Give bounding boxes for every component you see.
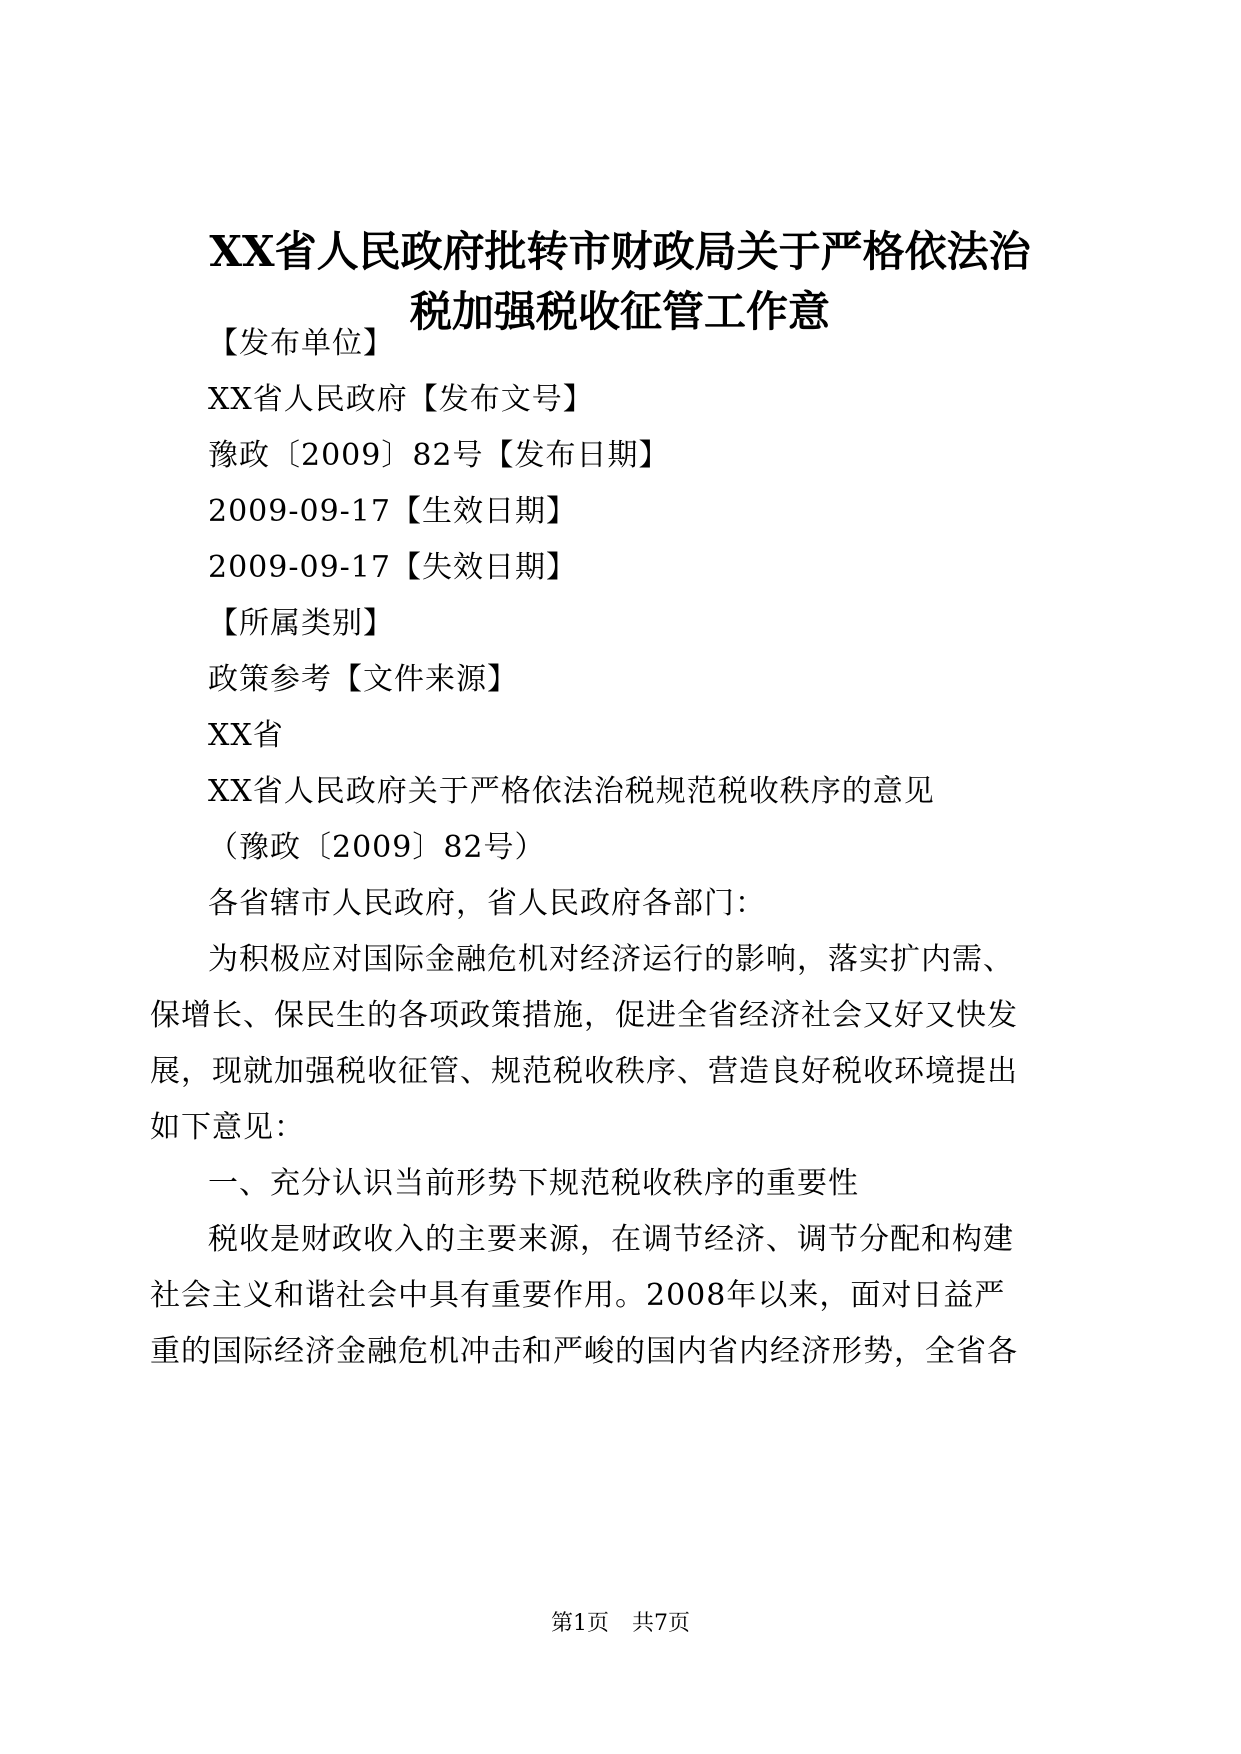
document-title-line-2: 税加强税收征管工作意 bbox=[409, 287, 830, 336]
body-line: 重的国际经济金融危机冲击和严峻的国内省内经济形势，全省各 bbox=[150, 1334, 1018, 1369]
meta-publisher-value: XX省人民政府【发布文号】 bbox=[208, 382, 594, 417]
body-line: 社会主义和谐社会中具有重要作用。2008年以来，面对日益严 bbox=[150, 1278, 1006, 1313]
document-number: （豫政〔2009〕82号） bbox=[208, 830, 546, 865]
page-number: 第1页 bbox=[551, 1611, 609, 1636]
meta-effective-date: 2009-09-17【失效日期】 bbox=[208, 550, 577, 585]
body-line: 为积极应对国际金融危机对经济运行的影响，落实扩内需、 bbox=[208, 942, 1014, 977]
meta-category-label: 【所属类别】 bbox=[208, 606, 394, 641]
meta-category-value: 政策参考【文件来源】 bbox=[208, 662, 518, 697]
body-line: 展，现就加强税收征管、规范税收秩序、营造良好税收环境提出 bbox=[150, 1054, 1018, 1089]
body-line: 保增长、保民生的各项政策措施，促进全省经济社会又好又快发 bbox=[150, 998, 1018, 1033]
page-total: 共7页 bbox=[632, 1611, 690, 1636]
meta-publish-date: 2009-09-17【生效日期】 bbox=[208, 494, 577, 529]
document-subtitle: XX省人民政府关于严格依法治税规范税收秩序的意见 bbox=[208, 774, 935, 809]
document-title-line-1: XX省人民政府批转市财政局关于严格依法治 bbox=[209, 227, 1031, 276]
page-footer bbox=[0, 1610, 1241, 1638]
section-heading: 一、充分认识当前形势下规范税收秩序的重要性 bbox=[208, 1166, 859, 1201]
meta-publisher-label: 【发布单位】 bbox=[208, 326, 394, 361]
body-line: 税收是财政收入的主要来源，在调节经济、调节分配和构建 bbox=[208, 1222, 1014, 1257]
addressee-line: 各省辖市人民政府，省人民政府各部门： bbox=[208, 886, 766, 921]
meta-source-value: XX省 bbox=[208, 718, 284, 753]
body-line: 如下意见： bbox=[150, 1110, 305, 1145]
meta-doc-number: 豫政〔2009〕82号【发布日期】 bbox=[208, 438, 670, 473]
